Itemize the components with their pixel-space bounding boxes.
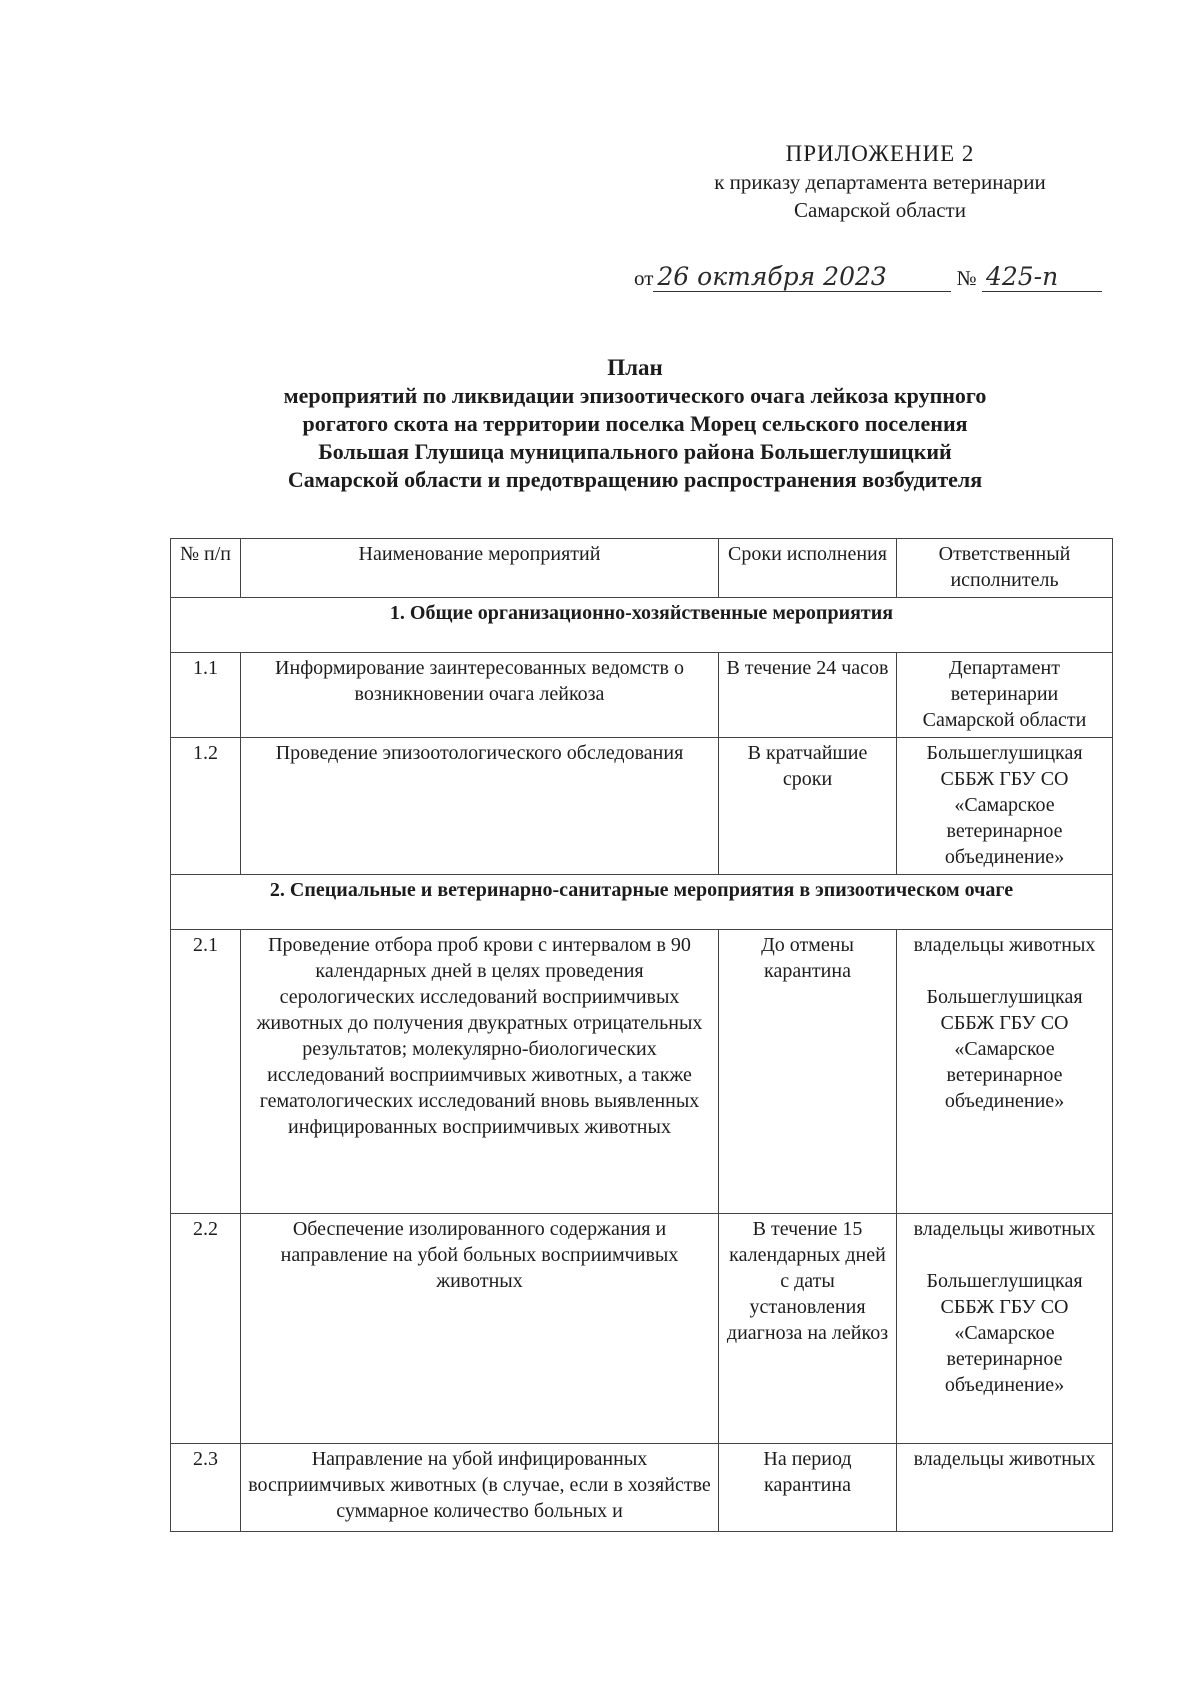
table-row bbox=[171, 738, 1113, 875]
row-term: В кратчайшие сроки bbox=[719, 738, 897, 875]
appendix-block bbox=[640, 140, 1120, 224]
plan-title-line-3: Большая Глушица муниципального района Большеглушицкий bbox=[318, 439, 952, 464]
header-name: Наименование мероприятий bbox=[241, 539, 719, 598]
appendix-line-1: к приказу департамента ветеринарии bbox=[714, 170, 1046, 194]
row-term: До отмены карантина bbox=[719, 930, 897, 1214]
row-num: 1.2 bbox=[171, 738, 241, 875]
plan-title-line-1: мероприятий по ликвидации эпизоотического очага лейкоза крупного bbox=[283, 383, 987, 408]
plan-title-word: План bbox=[607, 355, 663, 380]
section-row-1 bbox=[171, 598, 1113, 653]
resp-line: Большеглушицкая СББЖ ГБУ СО «Самарское ветеринарное объединение» bbox=[926, 1270, 1083, 1396]
order-prefix: от bbox=[634, 266, 654, 290]
resp-line: владельцы животных bbox=[913, 1448, 1096, 1470]
row-term: В течение 24 часов bbox=[719, 653, 897, 738]
header-term: Сроки исполнения bbox=[719, 539, 897, 598]
table-row bbox=[171, 1214, 1113, 1444]
row-resp bbox=[897, 738, 1113, 875]
row-name: Направление на убой инфицированных восприимчивых животных (в случае, если в хозяйстве суммарное количество больных и bbox=[241, 1444, 719, 1532]
plan-title-line-4: Самарской области и предотвращению распространения возбудителя bbox=[287, 467, 983, 492]
row-name: Информирование заинтересованных ведомств о возникновении очага лейкоза bbox=[241, 653, 719, 738]
row-resp bbox=[897, 1214, 1113, 1444]
appendix-title: ПРИЛОЖЕНИЕ 2 bbox=[785, 141, 975, 166]
row-num: 1.1 bbox=[171, 653, 241, 738]
resp-line: Большеглушицкая СББЖ ГБУ СО «Самарское ветеринарное объединение» bbox=[926, 742, 1083, 868]
row-resp bbox=[897, 653, 1113, 738]
row-num: 2.3 bbox=[171, 1444, 241, 1532]
row-num: 2.1 bbox=[171, 930, 241, 1214]
section-title: 1. Общие организационно-хозяйственные мероприятия bbox=[171, 598, 1113, 653]
resp-line: владельцы животных bbox=[913, 1218, 1096, 1240]
appendix-line-2: Самарской области bbox=[794, 198, 966, 222]
row-resp bbox=[897, 930, 1113, 1214]
order-date-handwritten: 26 октября 2023 bbox=[653, 262, 951, 292]
plan-title bbox=[180, 354, 1090, 494]
order-number-handwritten: 425-п bbox=[982, 262, 1102, 292]
table-row bbox=[171, 930, 1113, 1214]
measures-table bbox=[170, 538, 1113, 1532]
header-num: № п/п bbox=[171, 539, 241, 598]
row-num: 2.2 bbox=[171, 1214, 241, 1444]
order-number-label: № bbox=[956, 266, 977, 290]
table-header-row bbox=[171, 539, 1113, 598]
table-row bbox=[171, 653, 1113, 738]
row-term: На период карантина bbox=[719, 1444, 897, 1532]
resp-line: владельцы животных bbox=[913, 934, 1096, 956]
header-resp: Ответственный исполнитель bbox=[897, 539, 1113, 598]
row-term: В течение 15 календарных дней с даты установления диагноза на лейкоз bbox=[719, 1214, 897, 1444]
resp-line: Департамент ветеринарии Самарской области bbox=[922, 657, 1087, 731]
plan-title-line-2: рогатого скота на территории поселка Морец сельского поселения bbox=[302, 411, 968, 436]
row-resp bbox=[897, 1444, 1113, 1532]
row-name: Проведение отбора проб крови с интервалом в 90 календарных дней в целях проведения серологических исследований восприимчивых животных до получения двукратных отрицательных результатов; молекулярно-биологических исследований восприимчивых животных, а также гематологических исследований вновь выявленных инфицированных восприимчивых животных bbox=[241, 930, 719, 1214]
section-row-2 bbox=[171, 875, 1113, 930]
order-line bbox=[634, 262, 1154, 292]
row-name: Обеспечение изолированного содержания и направление на убой больных восприимчивых животных bbox=[241, 1214, 719, 1444]
row-name: Проведение эпизоотологического обследования bbox=[241, 738, 719, 875]
resp-line: Большеглушицкая СББЖ ГБУ СО «Самарское ветеринарное объединение» bbox=[926, 986, 1083, 1112]
table-row bbox=[171, 1444, 1113, 1532]
section-title: 2. Специальные и ветеринарно-санитарные мероприятия в эпизоотическом очаге bbox=[171, 875, 1113, 930]
